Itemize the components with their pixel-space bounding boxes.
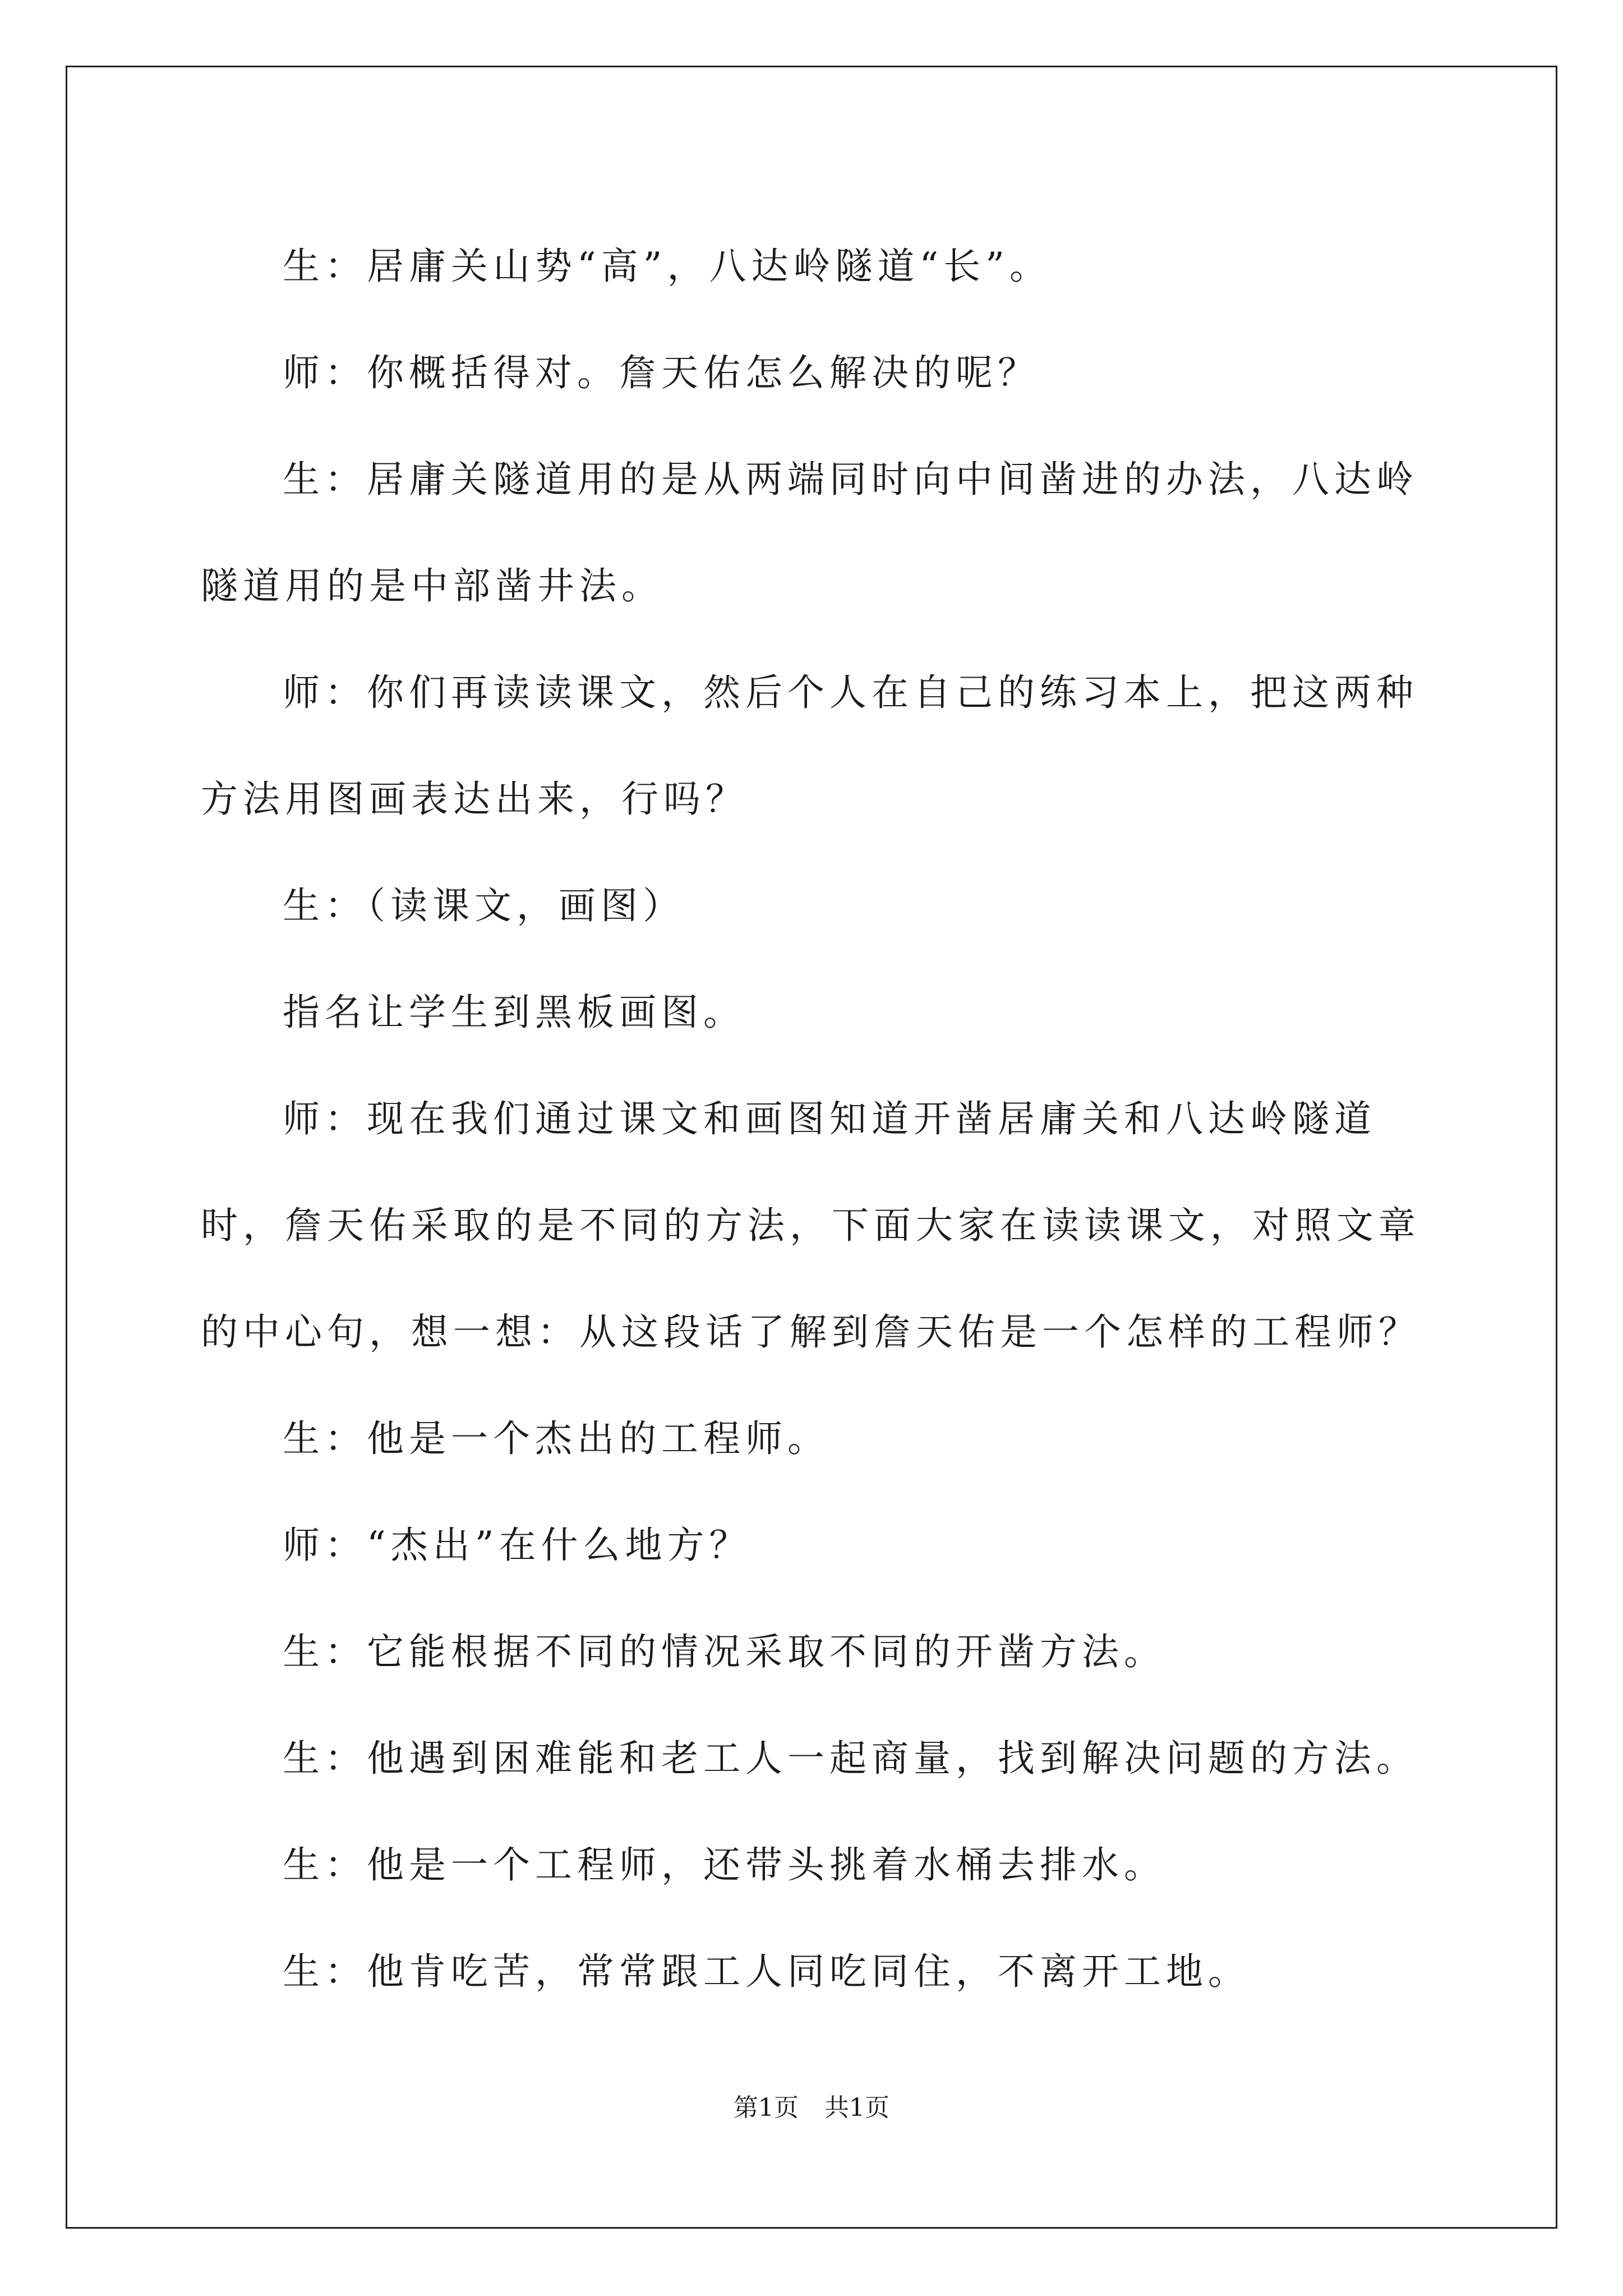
- paragraph: 师：“杰出”在什么地方？: [283, 1524, 751, 1567]
- paragraph: 生：他遇到困难能和老工人一起商量，找到解决问题的方法。: [283, 1737, 1418, 1780]
- paragraph: 生：他是一个工程师，还带头挑着水桶去排水。: [283, 1843, 1166, 1887]
- paragraph: 指名让学生到黑板画图。: [283, 991, 745, 1034]
- paragraph: 师：你概括得对。詹天佑怎么解决的呢？: [283, 351, 1040, 394]
- paragraph: 生：他肯吃苦，常常跟工人同吃同住，不离开工地。: [283, 1950, 1250, 1993]
- paragraph: 师：你们再读读课文，然后个人在自己的练习本上，把这两种方法用图画表达出来，行吗？: [201, 671, 1418, 821]
- paragraph: 生：居庸关隧道用的是从两端同时向中间凿进的办法，八达岭隧道用的是中部凿井法。: [201, 458, 1418, 608]
- page-total: 共1页: [824, 2093, 889, 2122]
- document-body: [201, 213, 1429, 2025]
- paragraph: 生：（读课文，画图）: [283, 884, 685, 927]
- paragraph: 生：居庸关山势“高”，八达岭隧道“长”。: [283, 245, 1052, 288]
- paragraph: 师：现在我们通过课文和画图知道开凿居庸关和八达岭隧道时，詹天佑采取的是不同的方法，下面大家在读读课文，对照文章的中心句，想一想：从这段话了解到詹天佑是一个怎样的工程师？: [201, 1097, 1421, 1354]
- page-number: 第1页: [734, 2093, 799, 2122]
- page-footer: [0, 2091, 1623, 2125]
- paragraph: 生：他是一个杰出的工程师。: [283, 1417, 829, 1460]
- paragraph: 生：它能根据不同的情况采取不同的开凿方法。: [283, 1630, 1166, 1673]
